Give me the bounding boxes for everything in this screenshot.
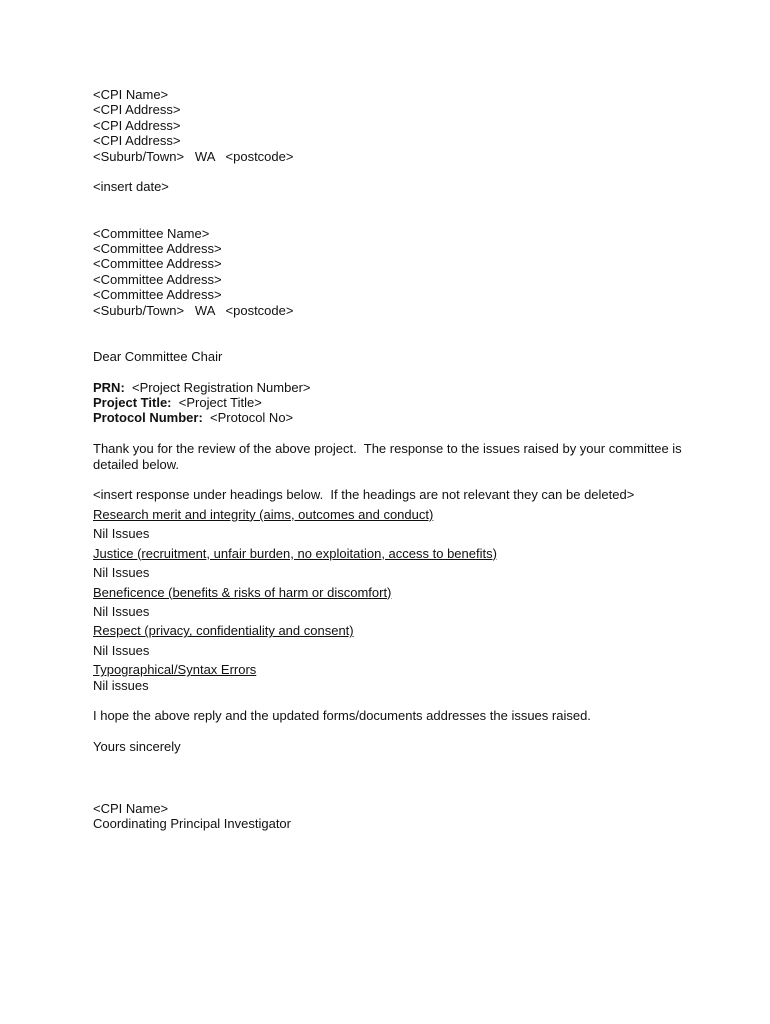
sender-address-line: <CPI Address> (93, 117, 181, 133)
project-title-line (93, 395, 683, 410)
signature-block (93, 801, 683, 832)
reference-block (93, 380, 683, 426)
sender-address-line: <CPI Address> (93, 133, 181, 149)
recipient-state: WA (194, 302, 215, 318)
section-body: Nil Issues (93, 603, 150, 619)
sender-address-line: <CPI Address> (93, 102, 181, 118)
section-body: Nil issues (93, 677, 149, 693)
recipient-locality (93, 303, 683, 318)
project-title-value: <Project Title> (178, 395, 262, 411)
section-heading: Typographical/Syntax Errors (93, 662, 257, 678)
signature-role: Coordinating Principal Investigator (93, 816, 291, 832)
section-body: Nil Issues (93, 565, 150, 581)
section-body: Nil Issues (93, 526, 150, 542)
protocol-number-line (93, 410, 683, 425)
sender-state: WA (194, 148, 215, 164)
sender-locality (93, 149, 683, 164)
salutation: Dear Committee Chair (93, 348, 223, 364)
closing-paragraph: I hope the above reply and the updated forms/documents addresses the issues raised. (93, 708, 591, 724)
recipient-block (93, 226, 683, 318)
response-sections (93, 507, 683, 693)
letter (93, 87, 686, 832)
intro-paragraph: Thank you for the review of the above project. The response to the issues raised by your committee is detailed below. (93, 441, 686, 472)
sender-postcode: <postcode> (225, 148, 294, 164)
recipient-address-line: <Committee Address> (93, 241, 222, 257)
recipient-address-line: <Committee Address> (93, 271, 222, 287)
sender-name: <CPI Name> (93, 87, 169, 102)
section-body: Nil Issues (93, 642, 150, 658)
prn-value: <Project Registration Number> (132, 379, 311, 395)
sign-off: Yours sincerely (93, 739, 181, 755)
recipient-name: <Committee Name> (93, 225, 210, 241)
section-heading: Justice (recruitment, unfair burden, no exploitation, access to benefits) (93, 545, 497, 561)
sender-block (93, 87, 683, 164)
instruction-paragraph: <insert response under headings below. If the headings are not relevant they can be deleted> (93, 487, 635, 503)
section-heading: Research merit and integrity (aims, outcomes and conduct) (93, 506, 434, 522)
recipient-address-line: <Committee Address> (93, 256, 222, 272)
section-heading: Beneficence (benefits & risks of harm or discomfort) (93, 584, 392, 600)
recipient-suburb: <Suburb/Town> (93, 302, 185, 318)
recipient-address-line: <Committee Address> (93, 287, 222, 303)
signature-name: <CPI Name> (93, 800, 169, 816)
protocol-number-label: Protocol Number: (93, 410, 203, 426)
prn-label: PRN: (93, 379, 125, 395)
section-heading: Respect (privacy, confidentiality and consent) (93, 623, 354, 639)
project-title-label: Project Title: (93, 395, 172, 411)
prn-line (93, 380, 683, 395)
letter-date: <insert date> (93, 179, 169, 195)
protocol-number-value: <Protocol No> (210, 410, 294, 426)
sender-suburb: <Suburb/Town> (93, 148, 185, 164)
recipient-postcode: <postcode> (225, 302, 294, 318)
